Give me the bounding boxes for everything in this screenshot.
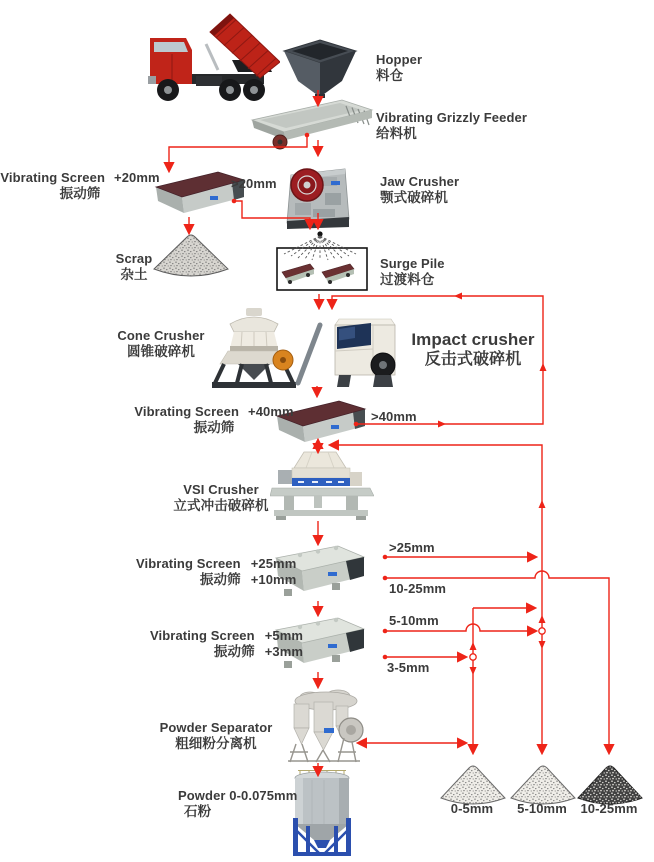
product-pile-10-25-icon bbox=[575, 762, 645, 806]
oversize-40-label: >40mm bbox=[371, 409, 417, 424]
product-pile-5-10-icon bbox=[508, 762, 578, 806]
range-3-5-label: 3-5mm bbox=[387, 660, 430, 675]
dump-truck-icon bbox=[146, 10, 280, 106]
jaw-crusher-label: Jaw Crusher 颚式破碎机 bbox=[380, 174, 460, 205]
surge-pile-label: Surge Pile 过渡料仓 bbox=[380, 256, 445, 287]
hopper-icon bbox=[282, 37, 358, 99]
hopper-label: Hopper 料仓 bbox=[376, 52, 423, 83]
oversize-20-label: >20mm bbox=[231, 176, 277, 191]
scrap-label: Scrap 杂土 bbox=[115, 251, 153, 282]
range-10-25-label: 10-25mm bbox=[389, 581, 447, 596]
screen-25-10-label: Vibrating Screen +25mm 振动筛 +10mm bbox=[136, 556, 297, 587]
powder-separator-icon bbox=[286, 688, 366, 764]
product-5-10-label: 5-10mm bbox=[517, 801, 567, 816]
range-5-10-label: 5-10mm bbox=[389, 613, 439, 628]
cone-crusher-icon bbox=[212, 308, 296, 394]
vsi-crusher-icon bbox=[270, 450, 374, 520]
screen-5-3-label: Vibrating Screen +5mm 振动筛 +3mm bbox=[150, 628, 304, 659]
product-10-25-label: 10-25mm bbox=[580, 801, 638, 816]
powder-silo-icon bbox=[290, 768, 354, 860]
screen-40-label: Vibrating Screen +40mm 振动筛 bbox=[134, 404, 294, 435]
grizzly-feeder-icon bbox=[250, 98, 374, 150]
cone-crusher-label: Cone Crusher 圆锥破碎机 bbox=[117, 328, 205, 359]
screen-20-label: Vibrating Screen +20mm 振动筛 bbox=[0, 170, 160, 201]
or-slash-icon bbox=[293, 321, 325, 387]
product-0-5-label: 0-5mm bbox=[450, 801, 494, 816]
oversize-25-label: >25mm bbox=[389, 540, 435, 555]
product-pile-0-5-icon bbox=[438, 762, 508, 806]
jaw-crusher-icon bbox=[283, 157, 355, 231]
vsi-crusher-label: VSI Crusher 立式冲击破碎机 bbox=[173, 482, 269, 513]
impact-crusher-label: Impact crusher 反击式破碎机 bbox=[411, 330, 535, 369]
powder-label: Powder 0-0.075mm 石粉 bbox=[178, 788, 298, 819]
impact-crusher-icon bbox=[325, 313, 405, 389]
grizzly-feeder-label: Vibrating Grizzly Feeder 给料机 bbox=[376, 110, 527, 141]
powder-separator-label: Powder Separator 粗细粉分离机 bbox=[159, 720, 273, 751]
surge-pile-icon bbox=[268, 226, 376, 296]
